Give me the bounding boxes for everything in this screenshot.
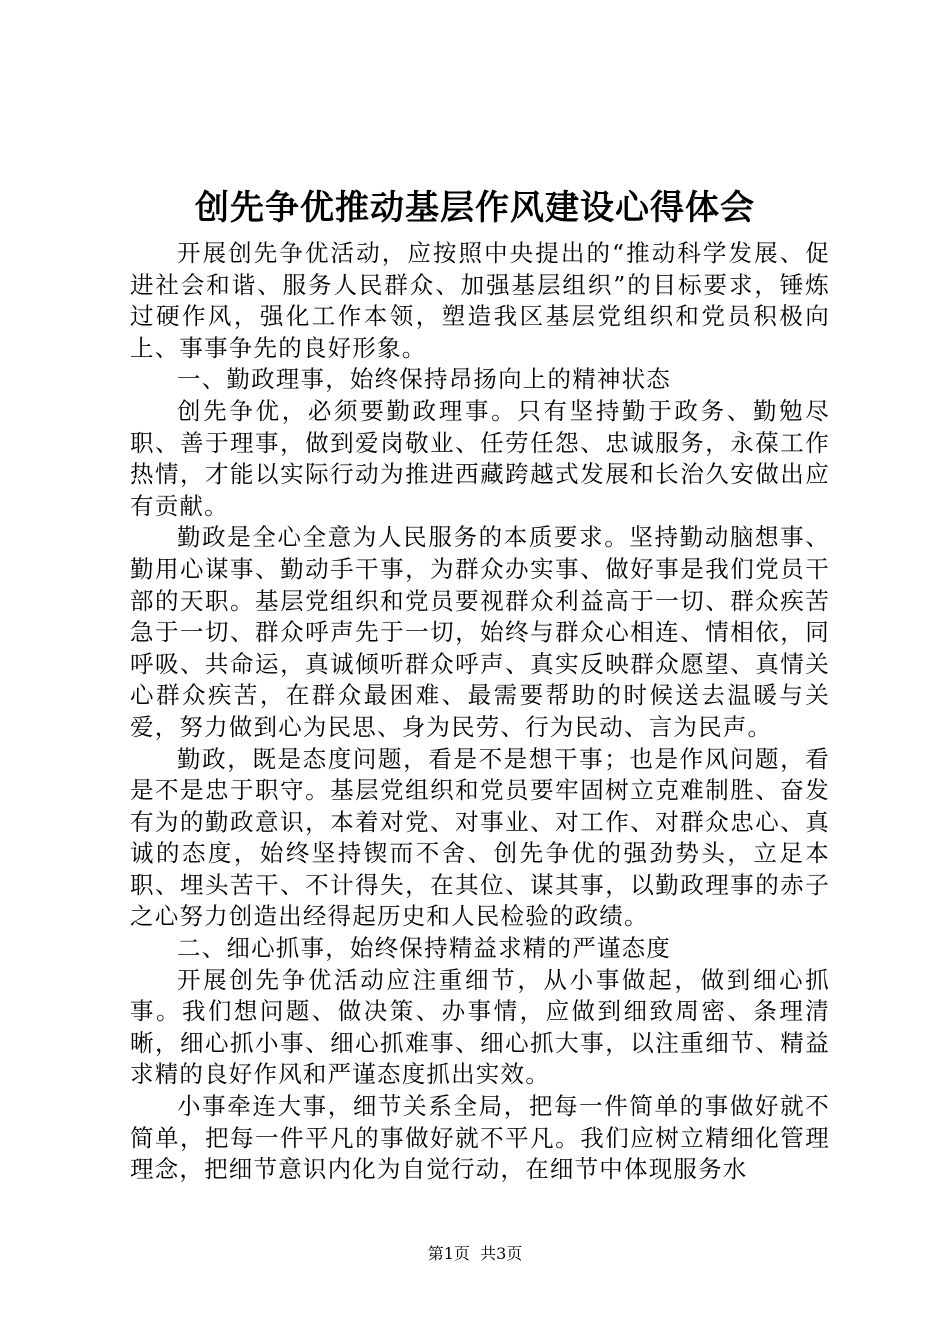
footer-gap <box>470 1244 480 1263</box>
page-footer <box>0 1244 950 1264</box>
section-heading-1: 一、勤政理事，始终保持昂扬向上的精神状态 <box>177 365 671 394</box>
document-title: 创先争优推动基层作风建设心得体会 <box>195 188 755 228</box>
paragraph: 勤政，既是态度问题，看是不是想干事；也是作风问题，看是不是忠于职守。基层党组织和党员要牢固树立克难制胜、奋发有为的勤政意识，本着对党、对事业、对工作、对群众忠心、真诚的态度，始终坚持锲而不舍、创先争优的强劲势头，立足本职、埋头苦干、不计得失，在其位、谋其事，以勤政理事的赤子之心努力创造出经得起历史和人民检验的政绩。 <box>130 744 830 931</box>
page-total: 共3页 <box>480 1244 523 1263</box>
section-heading-2: 二、细心抓事，始终保持精益求精的严谨态度 <box>177 934 671 963</box>
document-body <box>130 238 830 1186</box>
paragraph: 开展创先争优活动应注重细节，从小事做起，做到细心抓事。我们想问题、做决策、办事情，应做到细致周密、条理清晰，细心抓小事、细心抓难事、细心抓大事，以注重细节、精益求精的良好作风和严谨态度抓出实效。 <box>130 965 830 1089</box>
paragraph-intro: 开展创先争优活动，应按照中央提出的“推动科学发展、促进社会和谐、服务人民群众、加强基层组织”的目标要求，锤炼过硬作风，强化工作本领，塑造我区基层党组织和党员积极向上、事事争先的良好形象。 <box>130 239 830 362</box>
paragraph: 勤政是全心全意为人民服务的本质要求。坚持勤动脑想事、勤用心谋事、勤动手干事，为群众办实事、做好事是我们党员干部的天职。基层党组织和党员要视群众利益高于一切、群众疾苦急于一切、群众呼声先于一切，始终与群众心相连、情相依，同呼吸、共命运，真诚倾听群众呼声、真实反映群众愿望、真情关心群众疾苦，在群众最困难、最需要帮助的时候送去温暖与关爱，努力做到心为民思、身为民劳、行为民动、言为民声。 <box>130 523 830 741</box>
page-number: 第1页 <box>427 1244 470 1263</box>
paragraph: 创先争优，必须要勤政理事。只有坚持勤于政务、勤勉尽职、善于理事，做到爱岗敬业、任劳任怨、忠诚服务，永葆工作热情，才能以实际行动为推进西藏跨越式发展和长治久安做出应有贡献。 <box>130 396 830 520</box>
paragraph: 小事牵连大事，细节关系全局，把每一件简单的事做好就不简单，把每一件平凡的事做好就不平凡。我们应树立精细化管理理念，把细节意识内化为自觉行动，在细节中体现服务水 <box>130 1092 830 1184</box>
